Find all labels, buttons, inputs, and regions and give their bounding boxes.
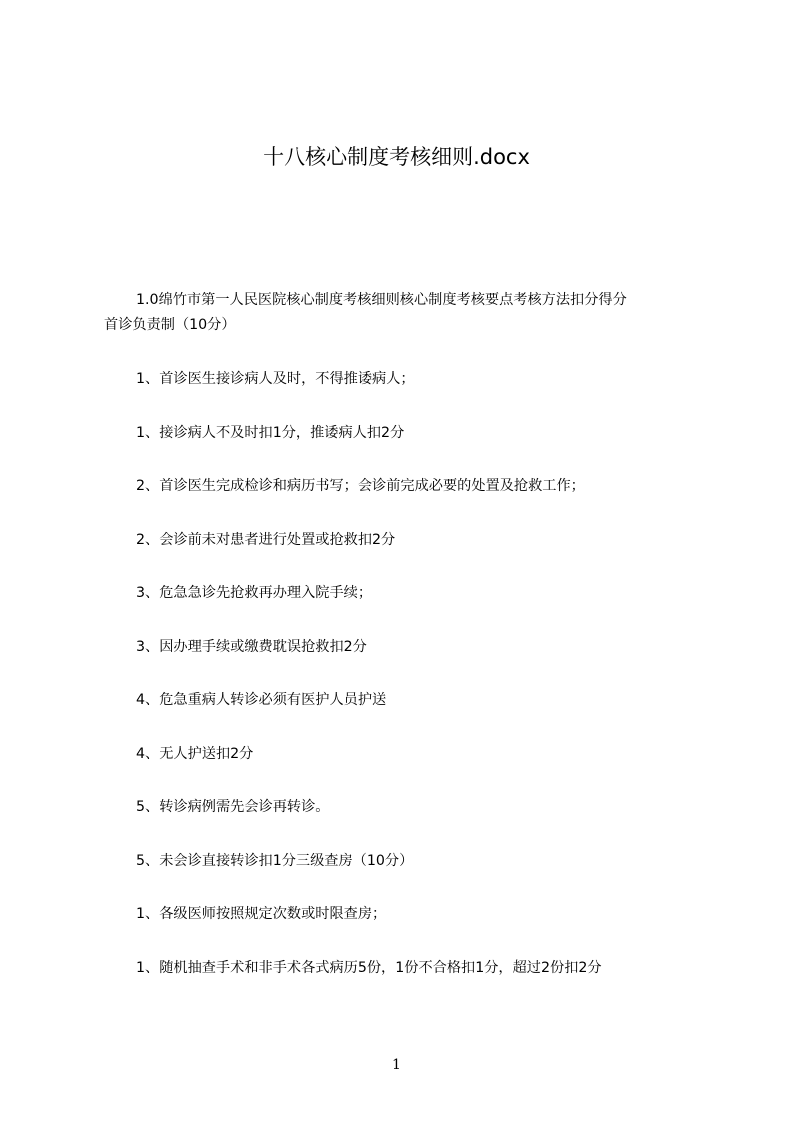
paragraph: 5、未会诊直接转诊扣1分三级查房（10分）: [136, 853, 414, 869]
paragraph: 4、危急重病人转诊必须有医护人员护送: [136, 692, 387, 708]
intro-line-1: 1.0绵竹市第一人民医院核心制度考核细则核心制度考核要点考核方法扣分得分: [136, 292, 627, 308]
paragraph: 1、首诊医生接诊病人及时，不得推诿病人；: [136, 371, 415, 387]
paragraph: 4、无人护送扣2分: [136, 746, 254, 762]
paragraph: 3、危急急诊先抢救再办理入院手续；: [136, 585, 373, 601]
document-title: 十八核心制度考核细则.docx: [263, 145, 530, 169]
paragraph: 3、因办理手续或缴费耽误抢救扣2分: [136, 639, 367, 655]
paragraph: 1、接诊病人不及时扣1分，推诿病人扣2分: [136, 425, 405, 441]
paragraph: 2、首诊医生完成检诊和病历书写；会诊前完成必要的处置及抢救工作；: [136, 478, 585, 494]
paragraph: 2、会诊前未对患者进行处置或抢救扣2分: [136, 532, 396, 548]
page-number: 1: [392, 1057, 401, 1073]
paragraph: 1、各级医师按照规定次数或时限查房；: [136, 906, 387, 922]
intro-line-2: 首诊负责制（10分）: [104, 317, 236, 333]
paragraph: 5、转诊病例需先会诊再转诊。: [136, 799, 330, 815]
paragraph: 1、随机抽查手术和非手术各式病历5份，1份不合格扣1分，超过2份扣2分: [136, 960, 602, 976]
